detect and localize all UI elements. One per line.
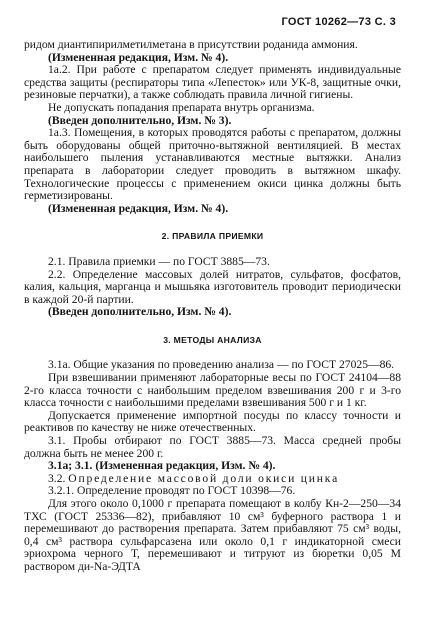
section-heading: 2. ПРАВИЛА ПРИЕМКИ [161, 231, 264, 242]
amendment-note: (Измененная редакция, Изм. № 4). [48, 201, 229, 215]
amendment-note: (Введен дополнительно, Изм. № 3). [48, 113, 232, 127]
paragraph: Для этого около 0,1000 г препарата помещают в колбу Кн-2—250—34 ТХС (ГОСТ 25336—82), прибавляют 10 см³ буферного раствора 1 и перемешивают до растворения препарата. Затем прибавляют 75 см³ воды, 0,4 см³ раствора сульфарсазена или около 0,1 г индикаторной смеси эриохрома черного Т, перемешивают и титруют из бюретки 0,05 М раствором ди-Na-ЭДТА [24, 497, 401, 573]
paragraph: Не допускать попадания препарата внутрь организма. [48, 100, 315, 114]
page-header: ГОСТ 10262—73 С. 3 [281, 16, 396, 28]
paragraph: 3.1а. Общие указания по проведению анализа — по ГОСТ 27025—86. [48, 358, 395, 372]
paragraph: 2.1. Правила приемки — по ГОСТ 3885—73. [48, 254, 270, 268]
amendment-note: 3.1а; 3.1. (Измененная редакция, Изм. № 4). [48, 459, 276, 473]
paragraph: 2.2. Определение массовых долей нитратов, сульфатов, фосфатов, калия, кальция, марганца и мышьяка изготовитель проводит периодически в каждой 20-й партии. [24, 267, 401, 306]
paragraph: 1а.3. Помещения, в которых проводятся работы с препаратом, должны быть оборудованы общей приточно-вытяжной вентиляцией. В местах наибольшего пыления устанавливаются местные вытяжки. Анализ препарата в лаборатории следует проводить в вытяжном шкафу. Технологические процессы с применением окиси цинка должны быть герметизированы. [24, 126, 401, 203]
subsection-title: Определение массовой доли окиси цинка [68, 471, 340, 485]
paragraph: ридом диантипирилметилметана в присутствии роданида аммония. [24, 38, 358, 51]
subsection-number: 3.2. [48, 471, 66, 485]
document-body [24, 39, 401, 574]
paragraph: 3.2.1. Определение проводят по ГОСТ 10398—76. [48, 484, 296, 498]
paragraph: Допускается применение импортной посуды по классу точности и реактивов по качеству не ниже отечественных. [24, 408, 401, 435]
amendment-note: (Введен дополнительно, Изм. № 4). [48, 305, 232, 319]
paragraph: 1а.2. При работе с препаратом следует применять индивидуальные средства защиты (респираторы типа «Лепесток» или УК-8, защитные очки, резиновые перчатки), а также соблюдать правила личной гигиены. [24, 63, 401, 102]
paragraph: 3.1. Пробы отбирают по ГОСТ 3885—73. Масса средней пробы должна быть не менее 200 г. [24, 434, 401, 460]
section-heading: 3. МЕТОДЫ АНАЛИЗА [163, 334, 262, 345]
paragraph: При взвешивании применяют лабораторные весы по ГОСТ 24104—88 2-го класса точности с наибольшим пределом взвешивания 200 г и 3-го класса точности с наибольшими пределами взвешивания 500 г и 1 кг. [24, 371, 401, 410]
amendment-note: (Измененная редакция, Изм. № 4). [48, 50, 229, 64]
